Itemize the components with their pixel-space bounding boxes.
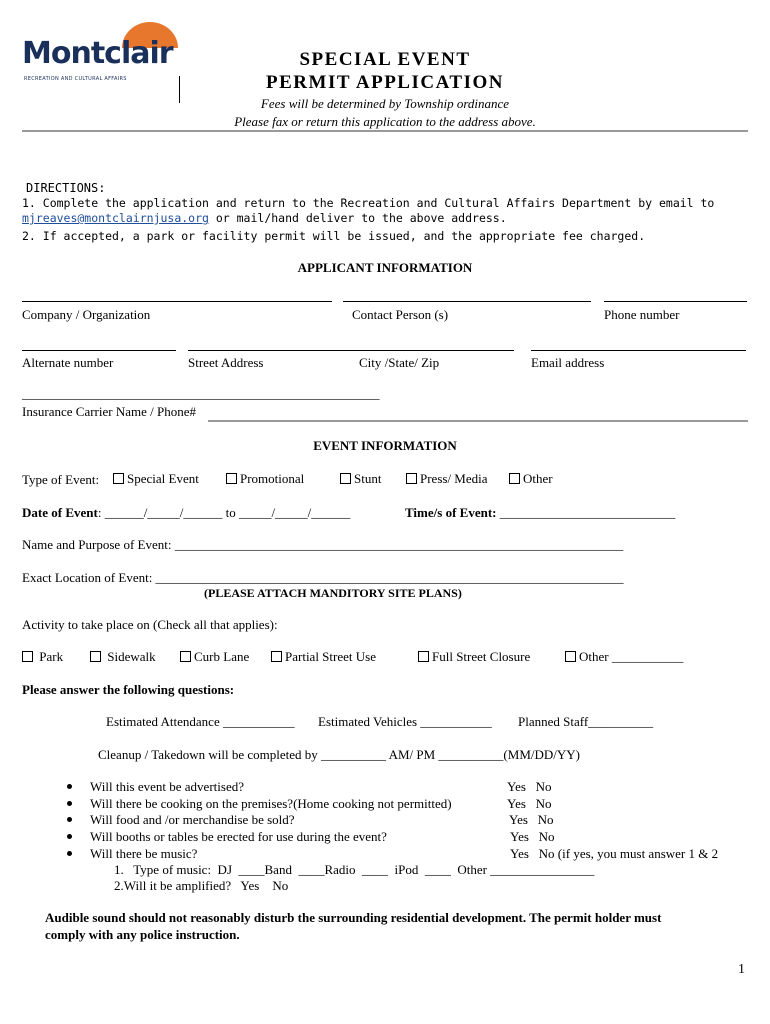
return-note: Please fax or return this application to the address above. [234,114,536,129]
alt-number-label: Alternate number [22,355,114,370]
email-label: Email address [531,355,605,370]
directions-line-2: mjreaves@montclairnjusa.org or mail/hand deliver to the above address. [22,211,507,225]
checkbox[interactable] [113,473,124,484]
exact-location-field[interactable]: Exact Location of Event: ________________________________________________________________________ [22,570,624,585]
activity-sidewalk[interactable]: Sidewalk [90,649,156,665]
checkbox[interactable] [406,473,417,484]
directions-heading: DIRECTIONS: [26,181,106,195]
activity-curb-lane[interactable]: Curb Lane [180,649,249,665]
activity-partial-street[interactable]: Partial Street Use [271,649,376,665]
contact-field[interactable] [343,301,591,302]
time-of-event[interactable]: Time/s of Event: ___________________________ [405,505,676,520]
page-title-line-2: PERMIT APPLICATION [266,72,504,93]
checkbox[interactable] [340,473,351,484]
phone-field[interactable] [604,301,747,302]
directions-line-1: 1. Complete the application and return to the Recreation and Cultural Affairs Department by email to [22,196,715,210]
bullet-icon [67,851,72,856]
bullet-icon [67,784,72,789]
site-plans-note: (PLEASE ATTACH MANDITORY SITE PLANS) [204,586,462,600]
attendance-field[interactable]: Estimated Attendance ___________ [106,714,295,729]
contact-label: Contact Person (s) [352,307,449,322]
name-purpose-field[interactable]: Name and Purpose of Event: _____________________________________________________________________ [22,537,624,552]
directions-line-3: 2. If accepted, a park or facility permit will be issued, and the appropriate fee charged. [22,229,646,243]
checkbox[interactable] [22,651,33,662]
answer-food[interactable]: Yes No [509,812,554,827]
date-of-event[interactable]: Date of Event: ______/_____/______ to _____/_____/______ [22,505,351,520]
event-heading: EVENT INFORMATION [313,438,457,453]
company-field[interactable] [22,301,332,302]
checkbox[interactable] [180,651,191,662]
question-cooking: Will there be cooking on the premises?(Home cooking not permitted) [90,796,452,811]
applicant-heading: APPLICANT INFORMATION [297,260,473,275]
company-label: Company / Organization [22,307,151,322]
staff-field[interactable]: Planned Staff__________ [518,714,654,729]
activity-full-closure[interactable]: Full Street Closure [418,649,530,665]
checkbox[interactable] [271,651,282,662]
applicant-divider [208,420,748,422]
sound-note-line-2: comply with any police instruction. [45,927,240,942]
questions-heading: Please answer the following questions: [22,682,235,697]
vehicles-field[interactable]: Estimated Vehicles ___________ [318,714,492,729]
city-label: City /State/ Zip [359,355,440,370]
amplified-field[interactable]: 2.Will it be amplified? Yes No [114,878,289,893]
page-number: 1 [738,962,745,977]
email-field[interactable] [531,350,746,351]
question-booths: Will booths or tables be erected for use during the event? [90,829,387,844]
type-stunt[interactable]: Stunt [340,471,381,487]
activity-label: Activity to take place on (Check all that applies): [22,617,278,632]
question-advertised: Will this event be advertised? [90,779,244,794]
activity-other[interactable]: Other ___________ [565,649,683,665]
phone-label: Phone number [604,307,680,322]
type-other[interactable]: Other [509,471,553,487]
answer-cooking[interactable]: Yes No [507,796,552,811]
header-divider [22,130,748,132]
street-label: Street Address [188,355,264,370]
sound-note-line-1: Audible sound should not reasonably disturb the surrounding residential development. The permit holder must [45,910,662,925]
type-of-event-label: Type of Event: [22,472,100,487]
checkbox[interactable] [565,651,576,662]
page-title-line-1: SPECIAL EVENT [299,49,471,70]
street-field[interactable] [188,350,514,351]
logo-subtitle: RECREATION AND CULTURAL AFFAIRS [24,76,127,82]
type-press-media[interactable]: Press/ Media [406,471,488,487]
activity-park[interactable]: Park [22,649,63,665]
music-type-field[interactable]: 1. Type of music: DJ ____Band ____Radio ____ iPod ____ Other ________________ [114,862,595,877]
cleanup-field[interactable]: Cleanup / Takedown will be completed by __________ AM/ PM __________(MM/DD/YY) [98,747,580,762]
checkbox[interactable] [226,473,237,484]
answer-music[interactable]: Yes No (if yes, you must answer 1 & 2 [510,846,719,861]
answer-booths[interactable]: Yes No [510,829,555,844]
checkbox[interactable] [90,651,101,662]
checkbox[interactable] [509,473,520,484]
logo-wordmark: Montclair [22,36,173,71]
type-promotional[interactable]: Promotional [226,471,304,487]
bullet-icon [67,801,72,806]
alt-number-field[interactable] [22,350,176,351]
email-link[interactable]: mjreaves@montclairnjusa.org [22,211,209,225]
type-special-event[interactable]: Special Event [113,471,199,487]
question-music: Will there be music? [90,846,198,861]
answer-advertised[interactable]: Yes No [507,779,552,794]
question-food: Will food and /or merchandise be sold? [90,812,295,827]
bullet-icon [67,834,72,839]
insurance-label: Insurance Carrier Name / Phone# [22,404,196,419]
checkbox[interactable] [418,651,429,662]
bullet-icon [67,817,72,822]
fees-note: Fees will be determined by Township ordinance [260,96,510,111]
insurance-field[interactable]: _______________________________________________________ [22,386,380,401]
